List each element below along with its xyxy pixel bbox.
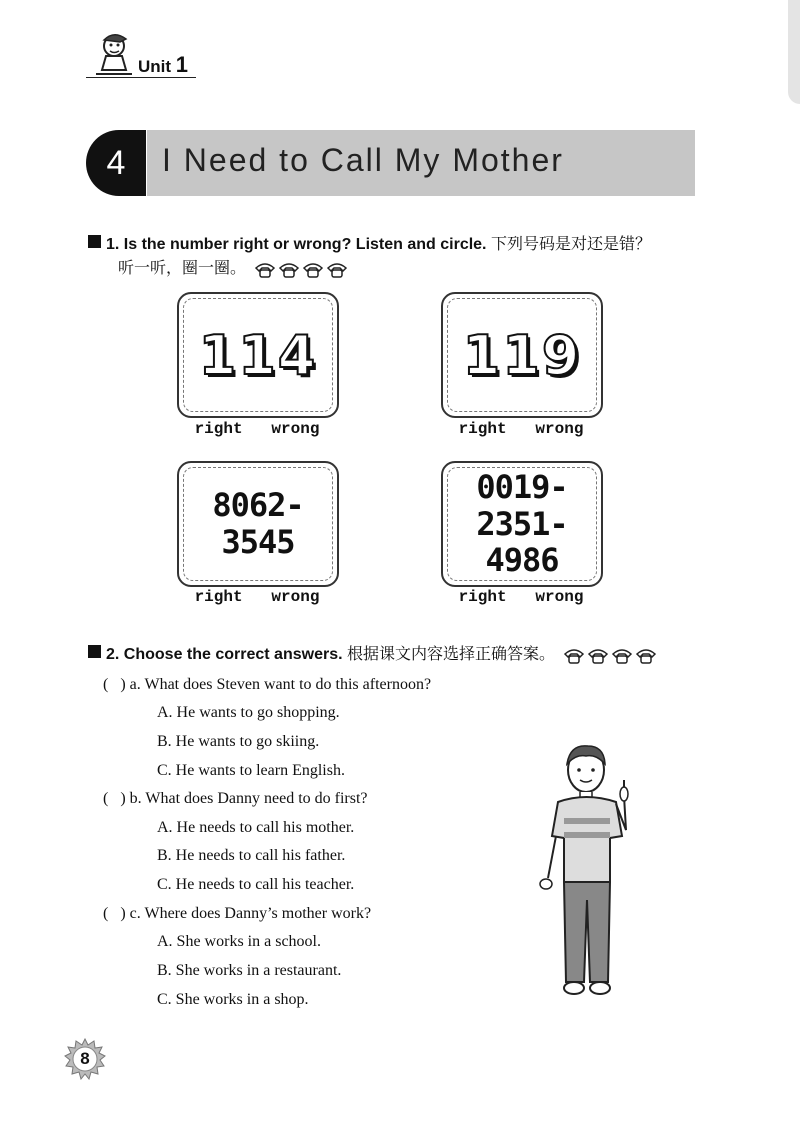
- question-text: ) b. What does Danny need to do first?: [120, 790, 368, 807]
- lesson-title: I Need to Call My Mother: [162, 142, 564, 178]
- card-number: 8062-3545: [212, 486, 304, 561]
- telephone-rating-icons: [563, 646, 657, 664]
- right-option[interactable]: right: [458, 588, 507, 606]
- number-card-4: [441, 461, 603, 587]
- wrong-option[interactable]: wrong: [271, 420, 320, 438]
- section2-instruction-cn: 根据课文内容选择正确答案。: [346, 644, 555, 663]
- unit-number: 1: [175, 52, 189, 77]
- wrong-option[interactable]: wrong: [535, 588, 584, 606]
- page-number: 8: [80, 1049, 90, 1068]
- mascot-icon: [92, 30, 138, 78]
- lesson-number-badge: 4: [86, 130, 146, 196]
- section-marker: [88, 235, 101, 248]
- right-wrong-choice[interactable]: [172, 420, 342, 438]
- section2-instruction: [106, 641, 657, 664]
- telephone-icon: [254, 260, 276, 278]
- right-wrong-choice[interactable]: [172, 588, 342, 606]
- telephone-icon: [563, 646, 585, 664]
- section2-instruction-en: 2. Choose the correct answers.: [106, 646, 343, 663]
- question-c: [103, 905, 371, 923]
- question-b: [103, 790, 368, 808]
- question-text: ) a. What does Steven want to do this afternoon?: [120, 676, 432, 693]
- unit-label: [138, 52, 188, 78]
- option-b-c: C. He needs to call his teacher.: [157, 876, 355, 893]
- section1-instruction-cn2: 听一听，圈一圈。: [118, 258, 247, 277]
- option-a-a: A. He wants to go shopping.: [157, 704, 340, 721]
- card-number-line2: 2351-4986: [476, 504, 568, 580]
- header-rule: [86, 77, 196, 78]
- option-c-b: B. She works in a restaurant.: [157, 962, 342, 979]
- card-number-line1: 0019-: [476, 467, 568, 506]
- number-card-3: [177, 461, 339, 587]
- page-edge-tab: [788, 0, 800, 104]
- answer-blank-open[interactable]: (: [103, 676, 109, 693]
- option-c-c: C. She works in a shop.: [157, 991, 309, 1008]
- number-card-2: [441, 292, 603, 418]
- telephone-icon: [611, 646, 633, 664]
- right-wrong-choice[interactable]: [436, 588, 606, 606]
- telephone-icon: [302, 260, 324, 278]
- telephone-icon: [587, 646, 609, 664]
- option-b-a: A. He needs to call his mother.: [157, 819, 355, 836]
- option-a-b: B. He wants to go skiing.: [157, 733, 320, 750]
- option-b-b: B. He needs to call his father.: [157, 847, 346, 864]
- section1-instruction-cn: 下列号码是对还是错？: [490, 234, 651, 253]
- telephone-icon: [326, 260, 348, 278]
- card-number: 114: [198, 323, 318, 387]
- wrong-option[interactable]: wrong: [271, 588, 320, 606]
- section1-instruction-line2: [118, 255, 348, 278]
- number-card-1: [177, 292, 339, 418]
- telephone-icon: [278, 260, 300, 278]
- unit-word: Unit: [138, 57, 172, 76]
- section-marker: [88, 645, 101, 658]
- right-wrong-choice[interactable]: [436, 420, 606, 438]
- answer-blank-open[interactable]: (: [103, 905, 109, 922]
- telephone-icon: [635, 646, 657, 664]
- right-option[interactable]: right: [458, 420, 507, 438]
- wrong-option[interactable]: wrong: [535, 420, 584, 438]
- question-text: ) c. Where does Danny’s mother work?: [120, 905, 372, 922]
- option-c-a: A. She works in a school.: [157, 933, 321, 950]
- telephone-rating-icons: [254, 260, 348, 278]
- answer-blank-open[interactable]: (: [103, 790, 109, 807]
- question-a: [103, 676, 431, 694]
- section1-instruction-en: 1. Is the number right or wrong? Listen and circle.: [106, 236, 487, 253]
- right-option[interactable]: right: [194, 420, 243, 438]
- option-a-c: C. He wants to learn English.: [157, 762, 345, 779]
- right-option[interactable]: right: [194, 588, 243, 606]
- boy-illustration: [530, 740, 640, 1002]
- section1-instruction: [106, 231, 651, 254]
- card-number: 119: [462, 323, 582, 387]
